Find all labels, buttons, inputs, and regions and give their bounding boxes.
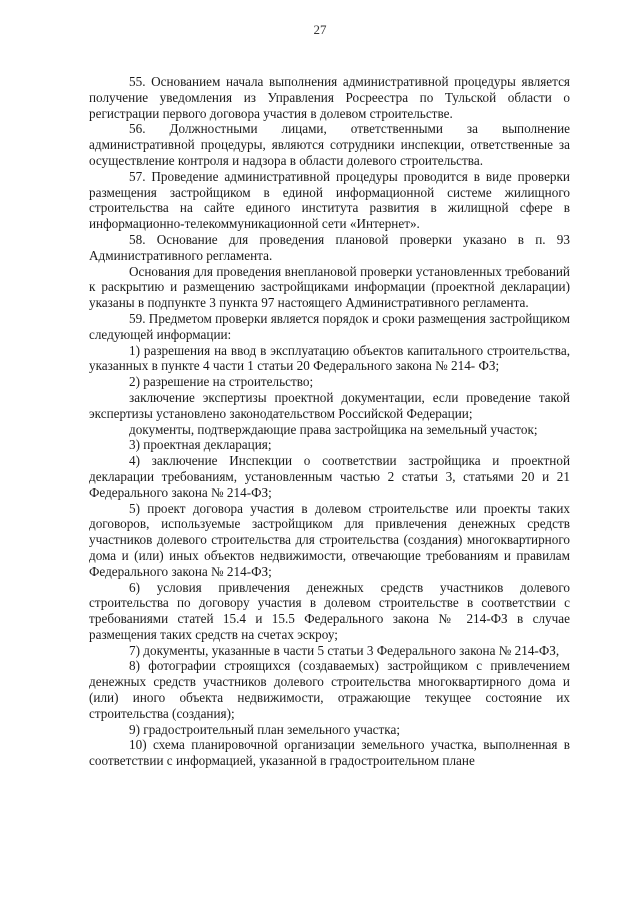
- paragraph-58-unscheduled: Основания для проведения внеплановой проверки установленных требований к раскрытию и размещению застройщиками информации (проектной декларации) указаны в подпункте 3 пункта 97 настоящего Административного регламента.: [89, 263, 570, 311]
- document-body: [89, 74, 570, 769]
- paragraph-57: 57. Проведение административной процедуры проводится в виде проверки размещения застройщиком в единой информационной системе жилищного строительства на сайте единого института развития в жилищной сфере в информационно-телекоммуникационной сети «Интернет».: [89, 168, 570, 232]
- list-item-3: 3) проектная декларация;: [129, 437, 272, 453]
- page-number: 27: [313, 22, 327, 37]
- paragraph-58: 58. Основание для проведения плановой проверки указано в п. 93 Административного регламента.: [89, 231, 570, 263]
- list-item-10: 10) схема планировочной организации земельного участка, выполненная в соответствии с информацией, указанной в градостроительном плане: [89, 737, 570, 769]
- list-item-5: 5) проект договора участия в долевом строительстве или проекты таких договоров, используемые застройщиком для привлечения денежных средств участников долевого строительства для строительства (создания) многоквартирного дома и (или) иных объектов недвижимости, отвечающие требованиям и правилам Федерального закона № 214-ФЗ;: [89, 500, 570, 579]
- list-item-2-expertise: заключение экспертизы проектной документации, если проведение такой экспертизы установлено законодательством Российской Федерации;: [89, 389, 570, 421]
- list-item-2-land-rights: документы, подтверждающие права застройщика на земельный участок;: [129, 421, 538, 437]
- paragraph-56: 56. Должностными лицами, ответственными за выполнение административной процедуры, являются сотрудники инспекции, ответственные за осуществление контроля и надзора в области долевого строительства.: [89, 121, 570, 168]
- list-item-4: 4) заключение Инспекции о соответствии застройщика и проектной декларации требованиям, установленным частью 2 статьи 3, статьями 20 и 21 Федерального закона № 214-ФЗ;: [89, 453, 570, 500]
- list-item-2: 2) разрешение на строительство;: [129, 374, 314, 390]
- list-item-9: 9) градостроительный план земельного участка;: [129, 721, 401, 737]
- list-item-6: 6) условия привлечения денежных средств участников долевого строительства по договору участия в долевом строительстве в соответствии с требованиями статей 15.4 и 15.5 Федерального закона № 214-ФЗ в случае размещения таких средств на счетах эскроу;: [89, 579, 570, 642]
- list-item-1: 1) разрешения на ввод в эксплуатацию объектов капитального строительства, указанных в пункте 4 части 1 статьи 20 Федерального закона № 214- ФЗ;: [89, 342, 570, 374]
- list-item-8: 8) фотографии строящихся (создаваемых) застройщиком с привлечением денежных средств участников долевого строительства многоквартирного дома и (или) иного объекта недвижимости, отражающие текущее состояние их строительства (создания);: [89, 658, 570, 721]
- paragraph-55: 55. Основанием начала выполнения административной процедуры является получение уведомления из Управления Росреестра по Тульской области о регистрации первого договора участия в долевом строительстве.: [89, 74, 570, 121]
- list-item-7: 7) документы, указанные в части 5 статьи 3 Федерального закона № 214-ФЗ,: [129, 642, 560, 658]
- paragraph-59: 59. Предметом проверки является порядок и сроки размещения застройщиком следующей информации:: [89, 310, 570, 342]
